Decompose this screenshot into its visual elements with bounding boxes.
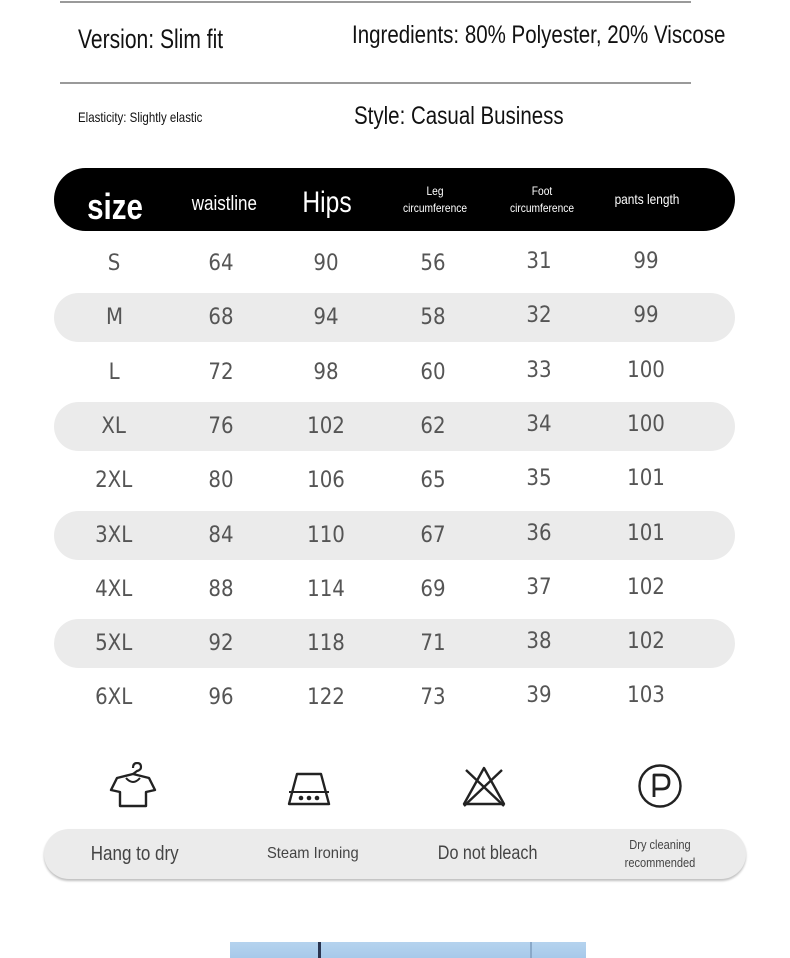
cell-hips: 122 [307,685,345,711]
cell-waistline: 64 [208,251,234,276]
no-bleach-icon [460,764,508,808]
header-leg-circumference: Leg circumference [402,183,468,215]
care-label-hang-to-dry: Hang to dry [91,842,179,865]
cell-leg: 73 [420,685,446,711]
cell-waistline: 72 [208,359,234,385]
iron-icon [285,764,333,808]
table-row [54,239,735,288]
cell-leg: 60 [420,359,446,385]
cell-leg: 71 [420,631,446,657]
cell-leg: 58 [420,305,446,331]
table-row [54,619,735,668]
cell-length: 101 [627,466,665,492]
cell-foot: 38 [526,629,552,655]
cell-leg: 65 [420,468,446,494]
cell-length: 99 [633,303,659,329]
spec-style: Style: Casual Business [354,102,564,130]
dry-clean-p-icon [637,763,683,809]
cell-waistline: 92 [208,631,234,657]
cell-foot: 35 [526,466,552,492]
cell-size: 3XL [95,522,133,548]
cell-length: 102 [627,629,665,655]
cell-hips: 98 [313,359,339,385]
table-row [54,293,735,342]
table-row [54,402,735,451]
cell-size: M [105,305,123,331]
cell-foot: 39 [526,683,552,709]
hanging-shirt-icon [108,762,158,808]
header-size: size [87,185,143,227]
cell-waistline: 76 [208,413,234,439]
header-hips: Hips [302,185,352,219]
cell-length: 101 [627,520,665,546]
cell-foot: 36 [526,520,552,546]
cell-size: L [108,359,120,385]
top-divider [60,1,691,3]
cell-size: 4XL [95,576,133,602]
cell-waistline: 84 [208,522,234,548]
cell-size: S [107,251,121,276]
cell-length: 103 [627,683,665,709]
cell-hips: 118 [307,631,345,657]
cell-length: 99 [633,249,659,274]
table-row [54,673,735,722]
table-row [54,565,735,614]
care-label-steam-ironing: Steam Ironing [267,845,359,862]
cell-length: 100 [627,357,665,383]
cell-foot: 37 [526,574,552,600]
table-row [54,456,735,505]
cell-foot: 32 [526,303,552,329]
cell-length: 102 [627,574,665,600]
cell-waistline: 68 [208,305,234,331]
care-label-dry-cleaning: Dry cleaning recommended [624,837,696,870]
cell-waistline: 80 [208,468,234,494]
size-table-header [54,168,735,231]
cell-foot: 31 [526,249,552,274]
table-row [54,348,735,397]
cell-hips: 94 [313,305,339,331]
cell-leg: 67 [420,522,446,548]
cell-hips: 90 [313,251,339,276]
product-photo [230,942,586,958]
cell-size: 6XL [95,685,133,711]
spec-elasticity: Elasticity: Slightly elastic [78,109,203,125]
care-instructions-band [44,829,746,879]
care-label-do-not-bleach: Do not bleach [438,843,538,864]
cell-foot: 33 [526,357,552,383]
cell-length: 100 [627,411,665,437]
middle-divider [60,82,691,84]
cell-waistline: 88 [208,576,234,602]
cell-leg: 69 [420,576,446,602]
header-foot-circumference: Foot circumference [509,183,575,215]
cell-size: XL [101,413,127,439]
header-waistline: waistline [191,193,257,215]
cell-hips: 102 [307,413,345,439]
cell-leg: 56 [420,251,446,276]
cell-leg: 62 [420,413,446,439]
spec-version: Version: Slim fit [78,24,224,54]
cell-hips: 114 [307,576,345,602]
cell-hips: 106 [307,468,345,494]
cell-waistline: 96 [208,685,234,711]
cell-foot: 34 [526,411,552,437]
cell-hips: 110 [307,522,345,548]
spec-ingredients: Ingredients: 80% Polyester, 20% Viscose [352,21,726,49]
table-row [54,511,735,560]
header-pants-length: pants length [614,191,680,207]
cell-size: 5XL [95,631,133,657]
cell-size: 2XL [95,468,133,494]
